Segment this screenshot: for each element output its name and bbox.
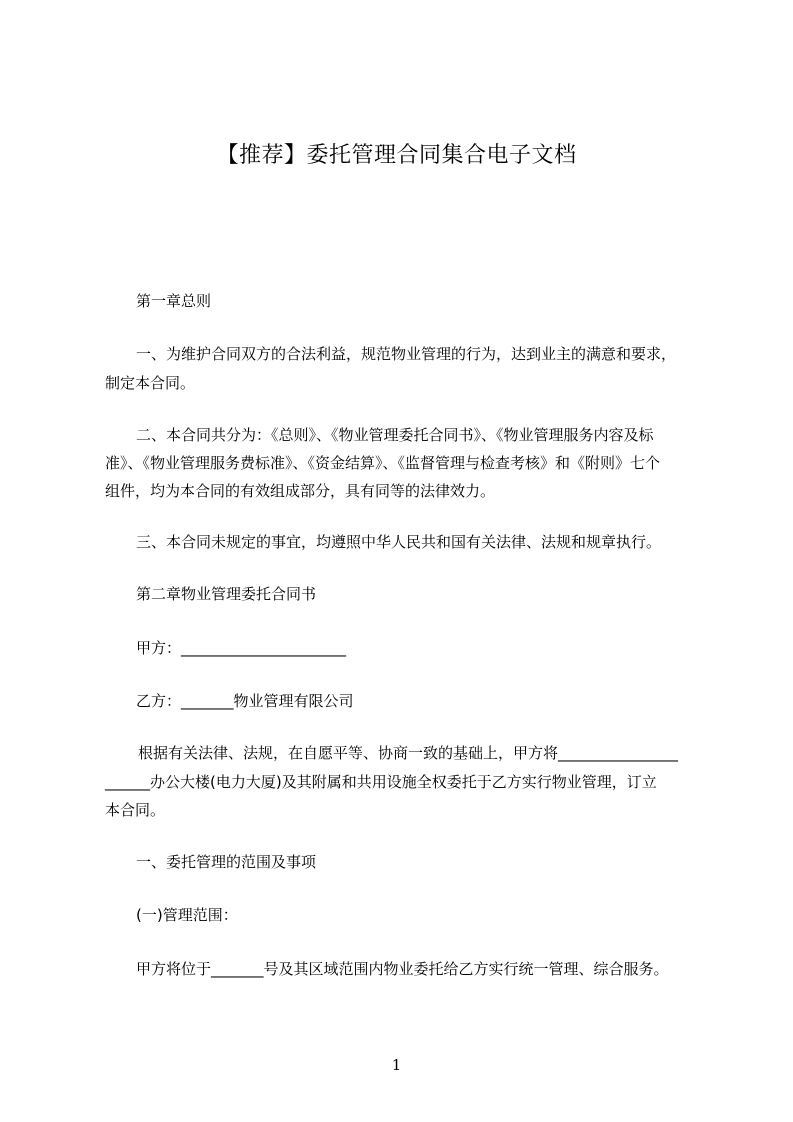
party-b-line: 乙方：_______物业管理有限公司 — [136, 692, 354, 710]
paragraph-line: 二、本合同共分为：《总则》、《物业管理委托合同书》、《物业管理服务内容及标 — [136, 426, 654, 444]
chapter-2-heading: 第二章物业管理委托合同书 — [136, 585, 317, 603]
paragraph-line: 根据有关法律、法规，在自愿平等、协商一致的基础上，甲方将________________ — [138, 744, 679, 762]
paragraph-line: 甲方将位于_______号及其区域范围内物业委托给乙方实行统一管理、综合服务。 — [136, 960, 669, 978]
section-heading: 一、委托管理的范围及事项 — [136, 853, 317, 871]
paragraph-line: 准》、《物业管理服务费标准》、《资金结算》、《监督管理与检查考核》和《附则》七个 — [105, 454, 661, 472]
paragraph-line: 三、本合同未规定的事宜，均遵照中华人民共和国有关法律、法规和规章执行。 — [136, 533, 662, 551]
paragraph-line: 制定本合同。 — [105, 374, 196, 392]
paragraph-line: ______办公大楼(电力大厦)及其附属和共用设施全权委托于乙方实行物业管理，订立 — [105, 773, 657, 791]
chapter-1-heading: 第一章总则 — [136, 292, 212, 310]
paragraph-line: 一、为维护合同双方的合法利益，规范物业管理的行为，达到业主的满意和要求， — [136, 345, 677, 363]
paragraph-line: 本合同。 — [105, 801, 166, 819]
subsection-heading: (一)管理范围： — [136, 906, 238, 924]
party-a-line: 甲方：______________________ — [136, 639, 347, 657]
document-title: 【推荐】委托管理合同集合电子文档 — [216, 143, 577, 168]
page-number: 1 — [391, 1056, 402, 1074]
paragraph-line: 组件，均为本合同的有效组成部分，具有同等的法律效力。 — [105, 482, 496, 500]
